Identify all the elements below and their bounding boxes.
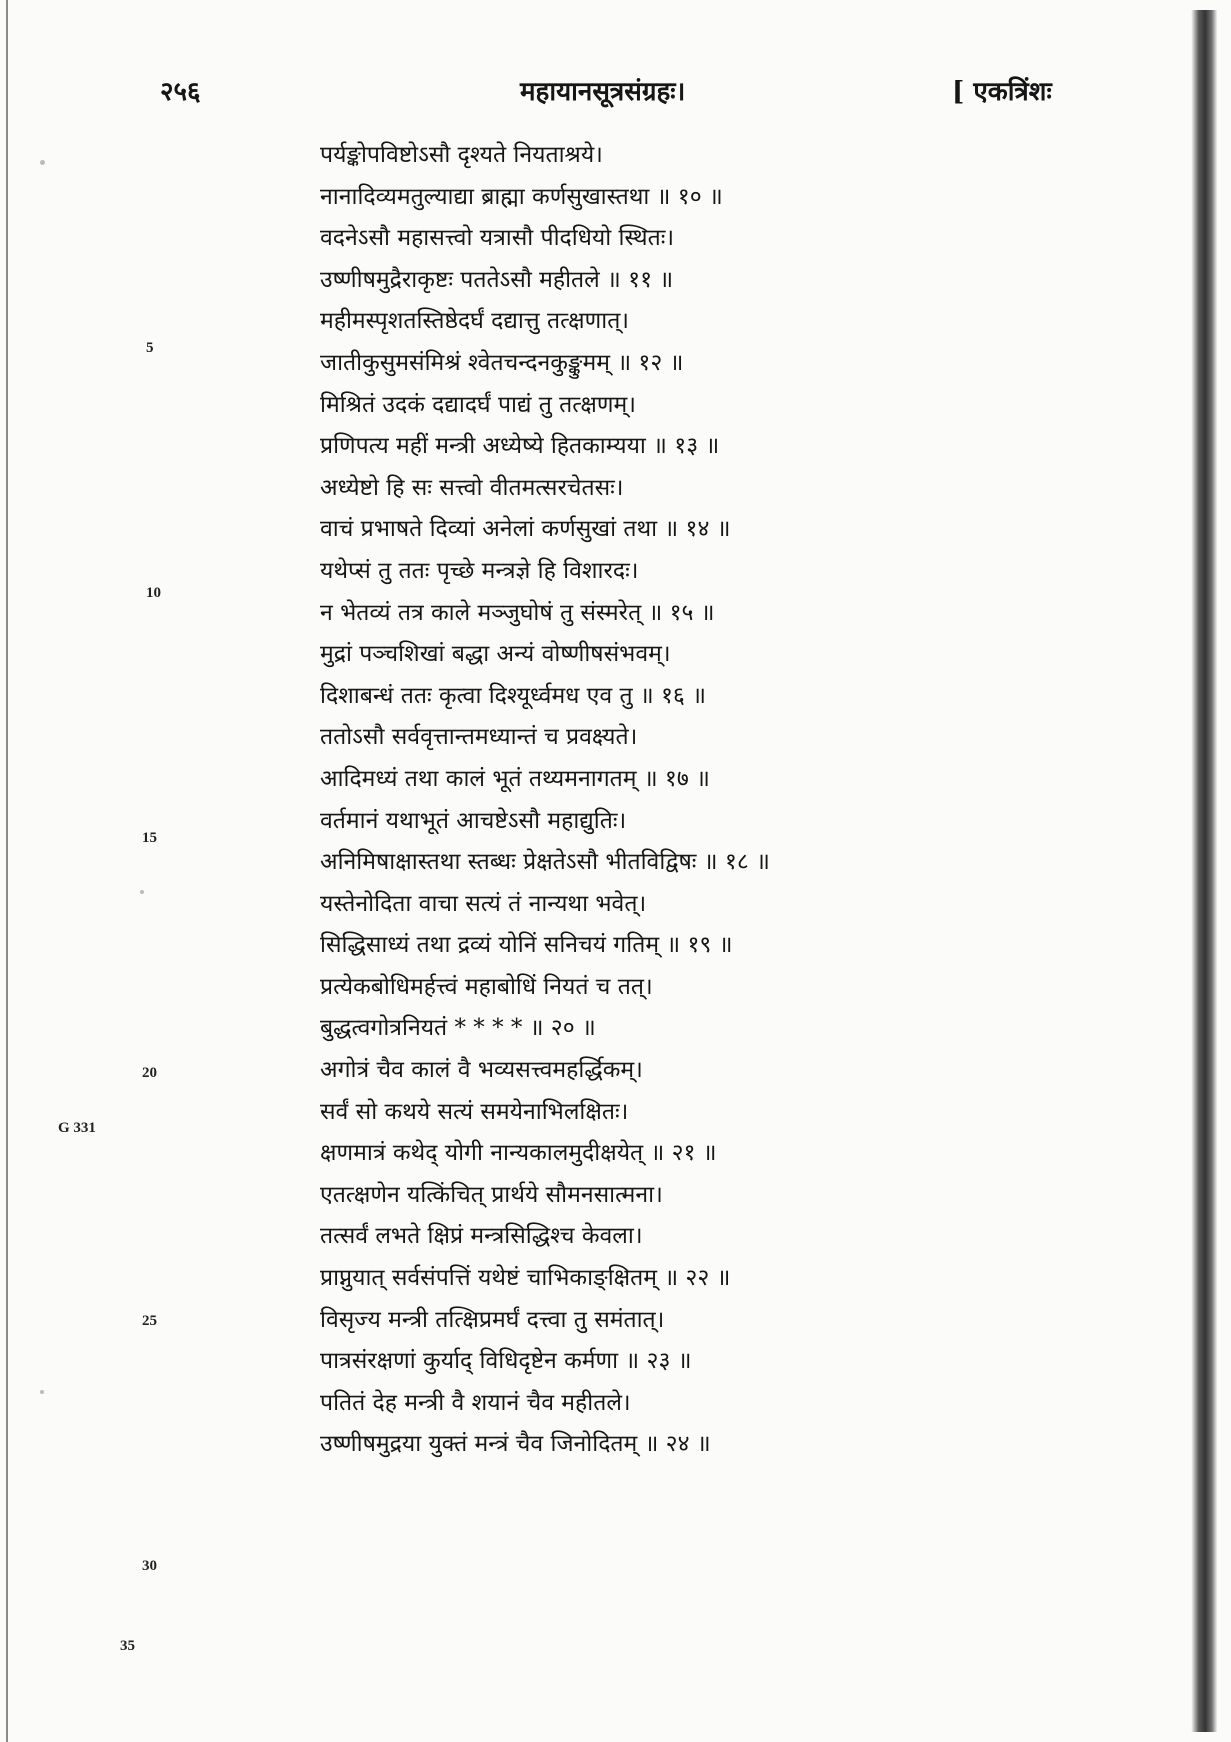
verse-line: प्राप्नुयात् सर्वसंपत्तिं यथेष्टं चाभिकाङ्क्षितम् ॥ २२ ॥ [320, 1265, 731, 1292]
verse-line: अध्येष्टो हि सः सत्त्वो वीतमत्सरचेतसः। [320, 474, 624, 501]
paper-speck [40, 160, 45, 165]
margin-line-number: 15 [142, 830, 157, 846]
verse-line: उष्णीषमुद्रया युक्तं मन्त्रं चैव जिनोदितम् ॥ २४ ॥ [320, 1431, 711, 1458]
verse-line: विसृज्य मन्त्री तत्क्षिप्रमर्घं दत्त्वा तु समंतात्। [320, 1306, 665, 1333]
verse-block [320, 135, 1020, 1466]
book-spine-shadow [1191, 10, 1217, 1732]
verse-line: अनिमिषाक्षास्तथा स्तब्धः प्रेक्षतेऽसौ भीतविद्विषः ॥ १८ ॥ [320, 849, 770, 876]
verse-line: वदनेऽसौ महासत्त्वो यत्रासौ पीदधियो स्थितः। [320, 225, 675, 252]
verse-line: तत्सर्वं लभते क्षिप्रं मन्त्रसिद्धिश्च केवला। [320, 1223, 643, 1250]
margin-line-number: 5 [146, 340, 154, 356]
verse-line: ततोऽसौ सर्ववृत्तान्तमध्यान्तं च प्रवक्ष्यते। [320, 724, 638, 751]
verse-line: मिश्रितं उदकं दद्यादर्घं पाद्यं तु तत्क्षणम्। [320, 391, 636, 418]
verse-line: अगोत्रं चैव कालं वै भव्यसत्त्वमहर्द्धिकम्। [320, 1057, 643, 1084]
verse-line: मुद्रां पञ्चशिखां बद्धा अन्यं वोष्णीषसंभवम्। [320, 641, 671, 668]
page-number: २५६ [160, 77, 201, 107]
running-title: महायानसूत्रसंग्रहः। [520, 77, 686, 107]
left-rule [6, 0, 8, 1742]
verse-line: बुद्धत्वगोत्रनियतं * * * * ॥ २० ॥ [320, 1015, 596, 1042]
margin-line-number: 10 [146, 585, 161, 601]
verse-line: महीमस्पृशतस्तिष्ठेदर्घं दद्यात्तु तत्क्षणात्। [320, 308, 630, 335]
verse-line: वाचं प्रभाषते दिव्यां अनेलां कर्णसुखां तथा ॥ १४ ॥ [320, 516, 731, 543]
page-header [0, 72, 1231, 112]
verse-line: यथेप्सं तु ततः पृच्छे मन्त्रज्ञे हि विशारदः। [320, 557, 639, 584]
verse-line: सर्वं सो कथये सत्यं समयेनाभिलक्षितः। [320, 1098, 629, 1125]
paper-speck [140, 890, 144, 894]
verse-line: पात्रसंरक्षणां कुर्याद् विधिदृष्टेन कर्मणा ॥ २३ ॥ [320, 1348, 692, 1375]
margin-folio-reference: G 331 [58, 1120, 96, 1136]
verse-line: जातीकुसुमसंमिश्रं श्वेतचन्दनकुङ्कुमम् ॥ १२ ॥ [320, 349, 684, 376]
verse-line: न भेतव्यं तत्र काले मञ्जुघोषं तु संस्मरेत् ॥ १५ ॥ [320, 599, 715, 626]
verse-line: सिद्धिसाध्यं तथा द्रव्यं योनिं सनिचयं गतिम् ॥ १९ ॥ [320, 932, 733, 959]
margin-line-number: 30 [142, 1558, 157, 1574]
verse-line: दिशाबन्धं ततः कृत्वा दिश्यूर्ध्वमध एव तु ॥ १६ ॥ [320, 682, 706, 709]
verse-line: एतत्क्षणेन यत्किंचित् प्रार्थये सौमनसात्मना। [320, 1181, 663, 1208]
paper-speck [40, 1390, 44, 1394]
verse-line: आदिमध्यं तथा कालं भूतं तथ्यमनागतम् ॥ १७ ॥ [320, 765, 710, 792]
verse-line: प्रत्येकबोधिमर्हत्त्वं महाबोधिं नियतं च तत्। [320, 973, 653, 1000]
verse-line: प्रणिपत्य महीं मन्त्री अध्येष्ये हितकाम्यया ॥ १३ ॥ [320, 433, 720, 460]
verse-line: नानादिव्यमतुल्याद्या ब्राह्मा कर्णसुखास्तथा ॥ १० ॥ [320, 183, 723, 210]
verse-line: वर्तमानं यथाभूतं आचष्टेऽसौ महाद्युतिः। [320, 807, 627, 834]
verse-line: पर्यङ्कोपविष्टोऽसौ दृश्यते नियताश्रये। [320, 142, 603, 168]
verse-line: क्षणमात्रं कथेद् योगी नान्यकालमुदीक्षयेत् ॥ २१ ॥ [320, 1140, 717, 1167]
verse-line: पतितं देह मन्त्री वै शयानं चैव महीतले। [320, 1389, 631, 1416]
chapter-label: [ एकत्रिंशः [952, 77, 1052, 107]
verse-line: यस्तेनोदिता वाचा सत्यं तं नान्यथा भवेत्। [320, 890, 647, 917]
margin-line-number: 25 [142, 1313, 157, 1329]
verse-line: उष्णीषमुद्रैराकृष्टः पततेऽसौ महीतले ॥ ११ ॥ [320, 266, 674, 293]
margin-line-number: 35 [120, 1638, 135, 1654]
margin-line-number: 20 [142, 1065, 157, 1081]
